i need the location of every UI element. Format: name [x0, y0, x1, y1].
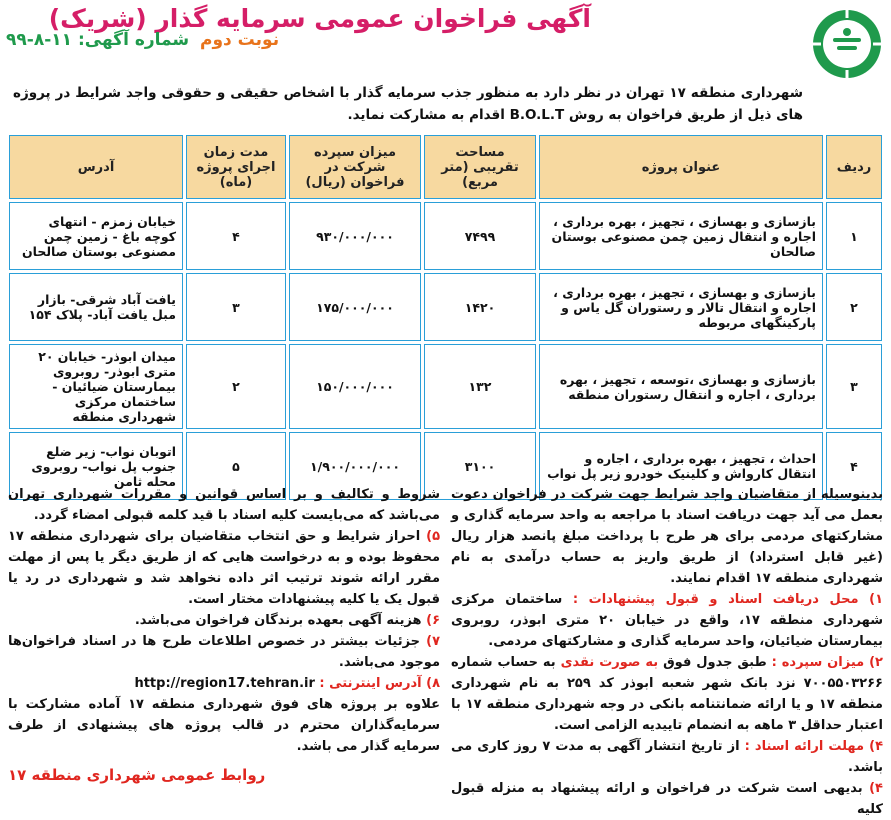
row-num: ۲: [826, 273, 882, 341]
row-address: اتوبان نواب- زیر ضلع جنوب پل نواب- روبروی محله ثامن: [9, 432, 183, 500]
row-duration: ۴: [186, 202, 286, 270]
clause-1-label: ۱) محل دریافت اسناد و قبول پیشنهادات :: [572, 592, 883, 607]
continued-paragraph: شروط و تکالیف و بر اساس قوانین و مقررات شهرداری تهران می‌باشد که می‌بایست کلیه اسناد با قید کلمه قبولی امضاء گردد.: [8, 487, 440, 523]
header: [0, 0, 891, 80]
header-duration: مدت زمان اجرای پروژه (ماه): [186, 135, 286, 199]
intro-org: شهرداری منطقه ۱۷ تهران: [625, 85, 803, 101]
clause-6-label: ۶): [426, 613, 440, 628]
clause-1-text: ساختمان مرکزی شهرداری منطقه ۱۷، واقع در خیابان ۲۰ متری ابوذر، روبروی بیمارستان ضیائیان، واحد سرمایه گذاری و مشارکتهای مردمی.: [451, 592, 884, 649]
clause-6: [8, 610, 440, 631]
invitation-paragraph: بدینوسیله از متقاضیان واجد شرایط جهت شرکت در فراخوان دعوت بعمل می آید جهت دریافت اسناد با مراجعه به واحد سرمایه گذاری و مشارکتهای مردمی برای هر طرح با پرداخت مبلغ پانصد هزار ریال (غیر قابل استرداد) از طریق واریز به حساب درآمدی به نام شهرداری منطقه ۱۷ اقدام نمایند.: [451, 487, 883, 586]
clause-5-label: ۵): [426, 529, 441, 544]
website-link[interactable]: http://region17.tehran.ir: [134, 676, 315, 691]
clause-7: [8, 631, 440, 673]
row-deposit: ۱۷۵/۰۰۰/۰۰۰: [289, 273, 421, 341]
row-num: ۱: [826, 202, 882, 270]
footer-signature: روابط عمومی شهرداری منطقه ۱۷: [8, 766, 266, 784]
clause-2: [451, 652, 883, 736]
row-area: ۱۳۲: [424, 344, 536, 429]
clause-8-label: ۸) آدرس اینترنتی :: [319, 676, 440, 691]
row-title: بازسازی و بهسازی ، تجهیز ، بهره برداری ، اجاره و انتقال زمین چمن مصنوعی بوستان صالحان: [539, 202, 823, 270]
header-num: ردیف: [826, 135, 882, 199]
ad-title: آگهی فراخوان عمومی سرمایه گذار (شریک): [48, 4, 591, 33]
tehran-municipality-logo-icon: [811, 8, 883, 80]
row-duration: ۲: [186, 344, 286, 429]
clause-4-text: بدیهی است شرکت در فراخوان و ارائه پیشنهاد به منزله قبول کلیه: [451, 781, 883, 817]
table-row: [9, 202, 882, 270]
closing-paragraph: علاوه بر پروژه های فوق شهرداری منطقه ۱۷ آماده مشارکت با سرمایه‌گذاران محترم در قالب پروژه های پیشنهادی از طرف سرمایه گذار می باشد.: [8, 697, 440, 754]
clause-5: [8, 526, 440, 610]
clause-3-label: ۴) مهلت ارائه اسناد :: [744, 739, 884, 754]
clause-1: [451, 589, 883, 652]
table-header-row: [9, 135, 882, 199]
header-area: مساحت تقریبی (متر مربع): [424, 135, 536, 199]
row-address: خیابان زمزم - انتهای کوچه باغ - زمین چمن مصنوعی بوستان صالحان: [9, 202, 183, 270]
row-deposit: ۱/۹۰۰/۰۰۰/۰۰۰: [289, 432, 421, 500]
projects-table: [6, 132, 885, 503]
header-title: عنوان پروژه: [539, 135, 823, 199]
row-area: ۱۴۲۰: [424, 273, 536, 341]
row-duration: ۵: [186, 432, 286, 500]
row-duration: ۳: [186, 273, 286, 341]
clause-3-text: از تاریخ انتشار آگهی به مدت ۷ روز کاری می باشد.: [451, 739, 883, 775]
clause-3: [451, 736, 883, 778]
clause-4-label: ۴): [869, 781, 883, 796]
row-title: بازسازی و بهسازی ،توسعه ، تجهیز ، بهره برداری ، اجاره و انتقال رستوران منطقه: [539, 344, 823, 429]
header-address: آدرس: [9, 135, 183, 199]
right-column: [451, 484, 883, 820]
row-title: احداث ، تجهیز ، بهره برداری ، اجاره و انتقال کارواش و کلینیک خودرو زیر پل نواب: [539, 432, 823, 500]
row-title: بازسازی و بهسازی ، تجهیز ، بهره برداری ، اجاره و انتقال تالار و رستوران گل یاس و پارکینگهای مربوطه: [539, 273, 823, 341]
table-row: [9, 273, 882, 341]
row-address: یافت آباد شرقی- بازار مبل یافت آباد- پلاک ۱۵۴: [9, 273, 183, 341]
clause-5-text: احراز شرایط و حق انتخاب متقاضیان برای شهرداری منطقه ۱۷ محفوظ بوده و به درخواست هایی که از طریق دیگر یا پس از مهلت مقرر ارائه شوند ترتیب اثر داده نخواهد شد و شهرداری در رد یا قبول یک یا کلیه پیشنهادات مختار است.: [8, 529, 440, 607]
clause-4: [451, 778, 883, 820]
row-deposit: ۱۵۰/۰۰۰/۰۰۰: [289, 344, 421, 429]
clause-2-text-c: به حساب شماره ۷۰۰۵۵۰۳۲۶۶ نزد بانک شهر شعبه ابوذر کد ۲۵۹ به نام شهرداری منطقه ۱۷ و یا ارائه ضمانتنامه بانکی در وجه شهرداری منطقه ۱۷ با اعتبار حداقل ۳ ماهه به انضمام تاییدیه الزامی است.: [451, 655, 883, 733]
row-area: ۷۴۹۹: [424, 202, 536, 270]
round-label: نوبت دوم: [200, 30, 280, 50]
clause-7-text: جزئیات بیشتر در خصوص اطلاعات طرح ها در اسناد فراخوان‌ها موجود می‌باشد.: [8, 634, 440, 670]
intro-paragraph: [13, 82, 803, 126]
clause-2-label: ۲) میزان سپرده :: [771, 655, 883, 670]
row-area: ۳۱۰۰: [424, 432, 536, 500]
clause-6-text: هزینه آگهی بعهده برندگان فراخوان می‌باشد.: [134, 613, 422, 628]
ad-number: شماره آگهی: ۱۱-۸-۹۹: [6, 30, 190, 50]
header-deposit: میزان سپرده شرکت در فراخوان (ریال): [289, 135, 421, 199]
clause-8: [8, 673, 440, 694]
clause-2-text-a: طبق جدول فوق: [663, 655, 767, 670]
row-num: ۴: [826, 432, 882, 500]
table-row: [9, 344, 882, 429]
clause-7-label: ۷): [426, 634, 440, 649]
left-column: [8, 484, 440, 757]
row-num: ۳: [826, 344, 882, 429]
row-deposit: ۹۳۰/۰۰۰/۰۰۰: [289, 202, 421, 270]
row-address: میدان ابوذر- خیابان ۲۰ متری ابوذر- روبروی بیمارستان ضیائیان - ساختمان مرکزی شهرداری منطقه: [9, 344, 183, 429]
clause-2-text-b: به صورت نقدی: [560, 655, 659, 670]
intro-text: در نظر دارد به منظور جذب سرمایه گذار با اشخاص حقیقی و حقوقی واجد شرایط در پروژه های ذیل از طریق فراخوان به روش B.O.L.T اقدام به مشارکت نماید.: [13, 85, 803, 123]
